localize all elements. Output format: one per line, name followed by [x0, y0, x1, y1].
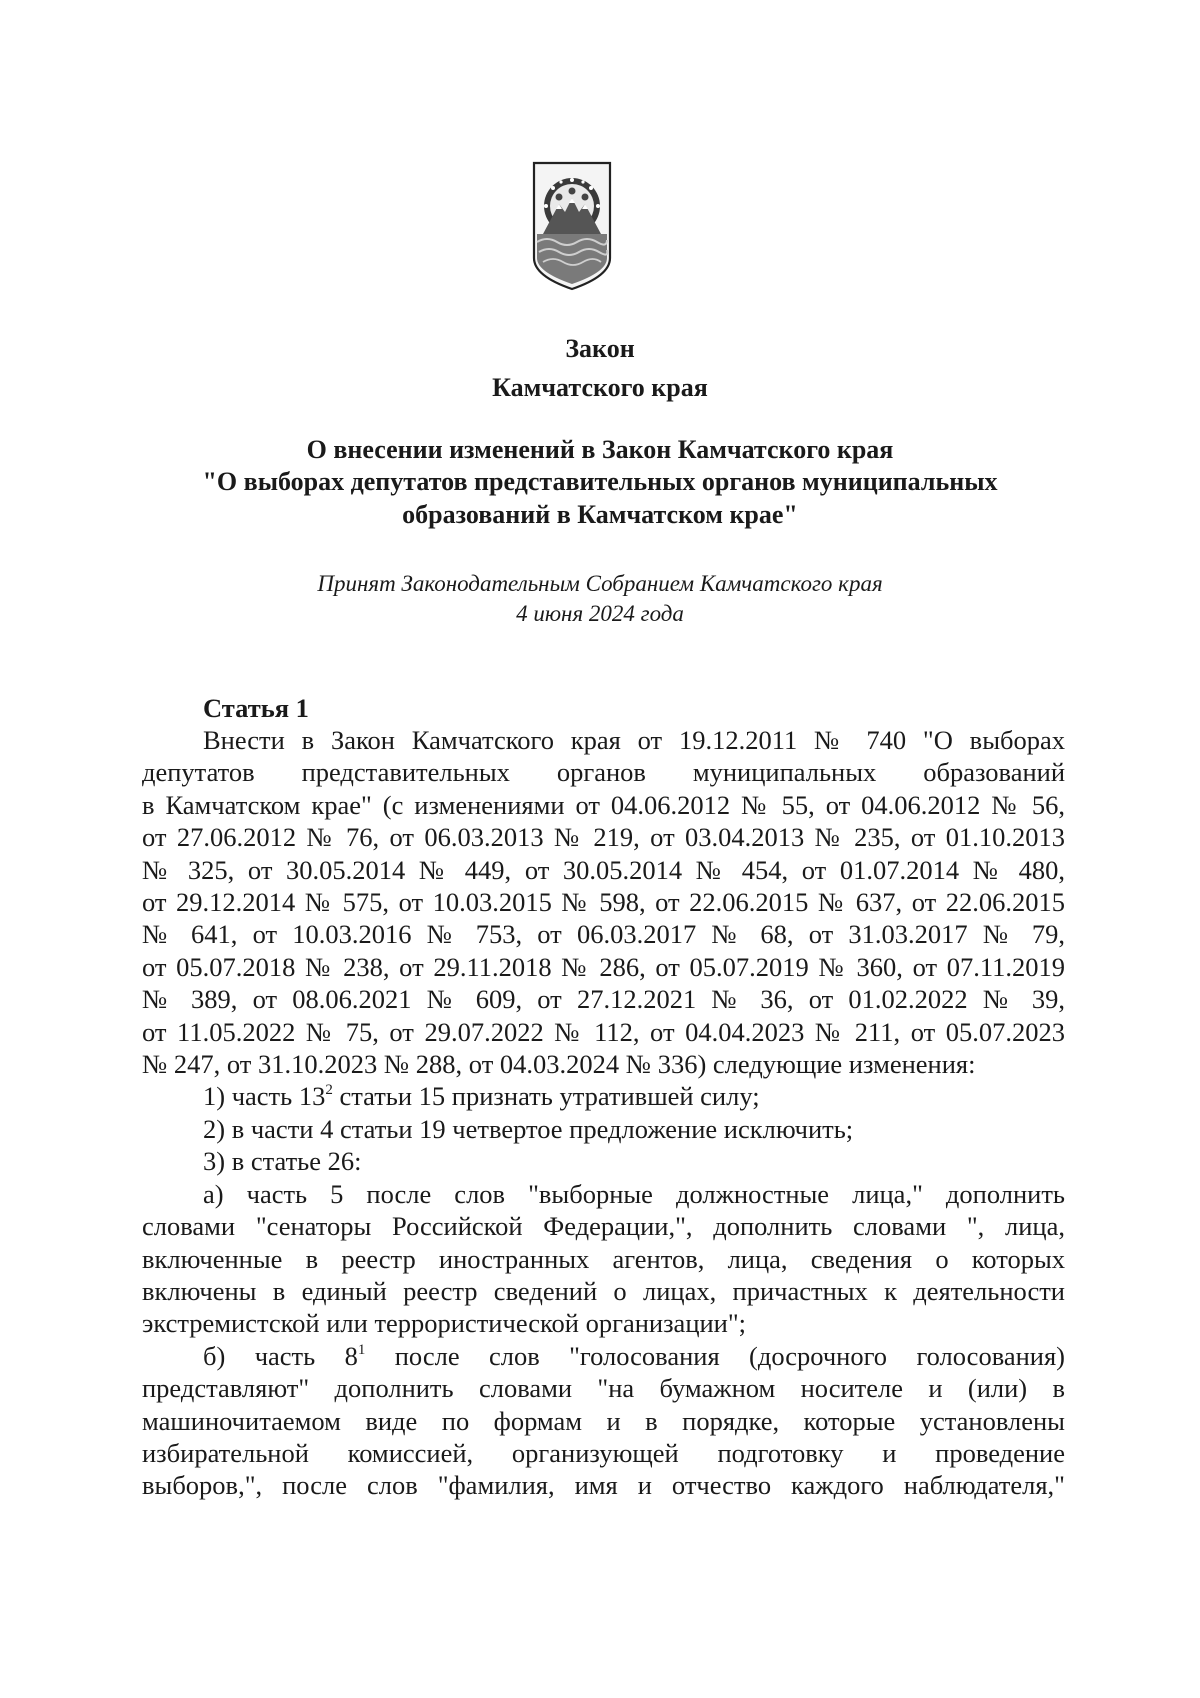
- subitem-b-line: избирательной комиссией, организующей подготовку и проведение: [142, 1437, 1065, 1468]
- adoption-note: Принят Законодательным Собранием Камчатского края: [317, 571, 883, 596]
- adoption-date: 4 июня 2024 года: [516, 601, 684, 626]
- item-1-text: 1) часть 13: [203, 1081, 326, 1112]
- subitem-a-line: словами "сенаторы Российской Федерации,", дополнить словами ", лица,: [142, 1211, 1065, 1242]
- intro-line: № 325, от 30.05.2014 № 449, от 30.05.2014 № 454, от 01.07.2014 № 480,: [142, 854, 1065, 885]
- intro-line: от 29.12.2014 № 575, от 10.03.2015 № 598, от 22.06.2015 № 637, от 22.06.2015: [142, 887, 1065, 918]
- law-title: Закон: [565, 334, 635, 363]
- law-subject-line3: образований в Камчатском крае": [402, 500, 798, 529]
- intro-line: в Камчатском крае" (с изменениями от 04.06.2012 № 55, от 04.06.2012 № 56,: [142, 789, 1065, 820]
- intro-line: № 641, от 10.03.2016 № 753, от 06.03.2017 № 68, от 31.03.2017 № 79,: [142, 919, 1065, 950]
- subitem-b-text: б) часть 8: [203, 1340, 358, 1371]
- law-subject-line2: "О выборах депутатов представительных органов муниципальных: [202, 467, 998, 496]
- subitem-a-line: включенные в реестр иностранных агентов, лица, сведения о которых: [142, 1243, 1065, 1274]
- item-1-text-end: статьи 15 признать утратившей силу;: [332, 1081, 760, 1112]
- subitem-b-text-end: после слов "голосования (досрочного голосования): [365, 1340, 1065, 1371]
- subitem-a-line: включены в единый реестр сведений о лицах, причастных к деятельности: [142, 1275, 1065, 1306]
- intro-line: от 05.07.2018 № 238, от 29.11.2018 № 286, от 05.07.2019 № 360, от 07.11.2019: [142, 951, 1065, 982]
- subitem-b-first-line: [142, 1340, 1065, 1372]
- law-subject-line1: О внесении изменений в Закон Камчатского края: [306, 435, 894, 464]
- subitem-b-superscript: 1: [357, 1341, 366, 1358]
- law-region: Камчатского края: [492, 373, 708, 402]
- intro-line: от 11.05.2022 № 75, от 29.07.2022 № 112, от 04.04.2023 № 211, от 05.07.2023: [142, 1016, 1065, 1047]
- intro-line: № 389, от 08.06.2021 № 609, от 27.12.2021 № 36, от 01.02.2022 № 39,: [142, 984, 1065, 1015]
- item-2: 2) в части 4 статьи 19 четвертое предложение исключить;: [203, 1113, 854, 1144]
- item-1-superscript: 2: [325, 1082, 333, 1099]
- item-3: 3) в статье 26:: [203, 1146, 362, 1177]
- intro-line: Внести в Закон Камчатского края от 19.12.2011 № 740 "О выборах: [203, 725, 1065, 755]
- intro-line: № 247, от 31.10.2023 № 288, от 04.03.2024 № 336) следующие изменения:: [142, 1049, 976, 1080]
- subitem-a-line: а) часть 5 после слов "выборные должностные лица," дополнить: [203, 1178, 1065, 1209]
- subitem-a-line: экстремистской или террористической организации";: [142, 1308, 747, 1339]
- coat-of-arms-icon: [531, 160, 613, 292]
- intro-line: депутатов представительных органов муниципальных образований: [142, 757, 1065, 788]
- article-1-heading: Статья 1: [203, 693, 309, 723]
- item-1: [142, 1080, 1065, 1112]
- subitem-b-line: выборов,", после слов "фамилия, имя и отчество каждого наблюдателя,": [142, 1470, 1065, 1501]
- subitem-b-line: машиночитаемом виде по формам и в порядке, которые установлены: [142, 1405, 1065, 1436]
- intro-line: от 27.06.2012 № 76, от 06.03.2013 № 219, от 03.04.2013 № 235, от 01.10.2013: [142, 822, 1065, 853]
- subitem-b-line: представляют" дополнить словами "на бумажном носителе и (или) в: [142, 1373, 1065, 1404]
- article-1-body: [142, 724, 1065, 1502]
